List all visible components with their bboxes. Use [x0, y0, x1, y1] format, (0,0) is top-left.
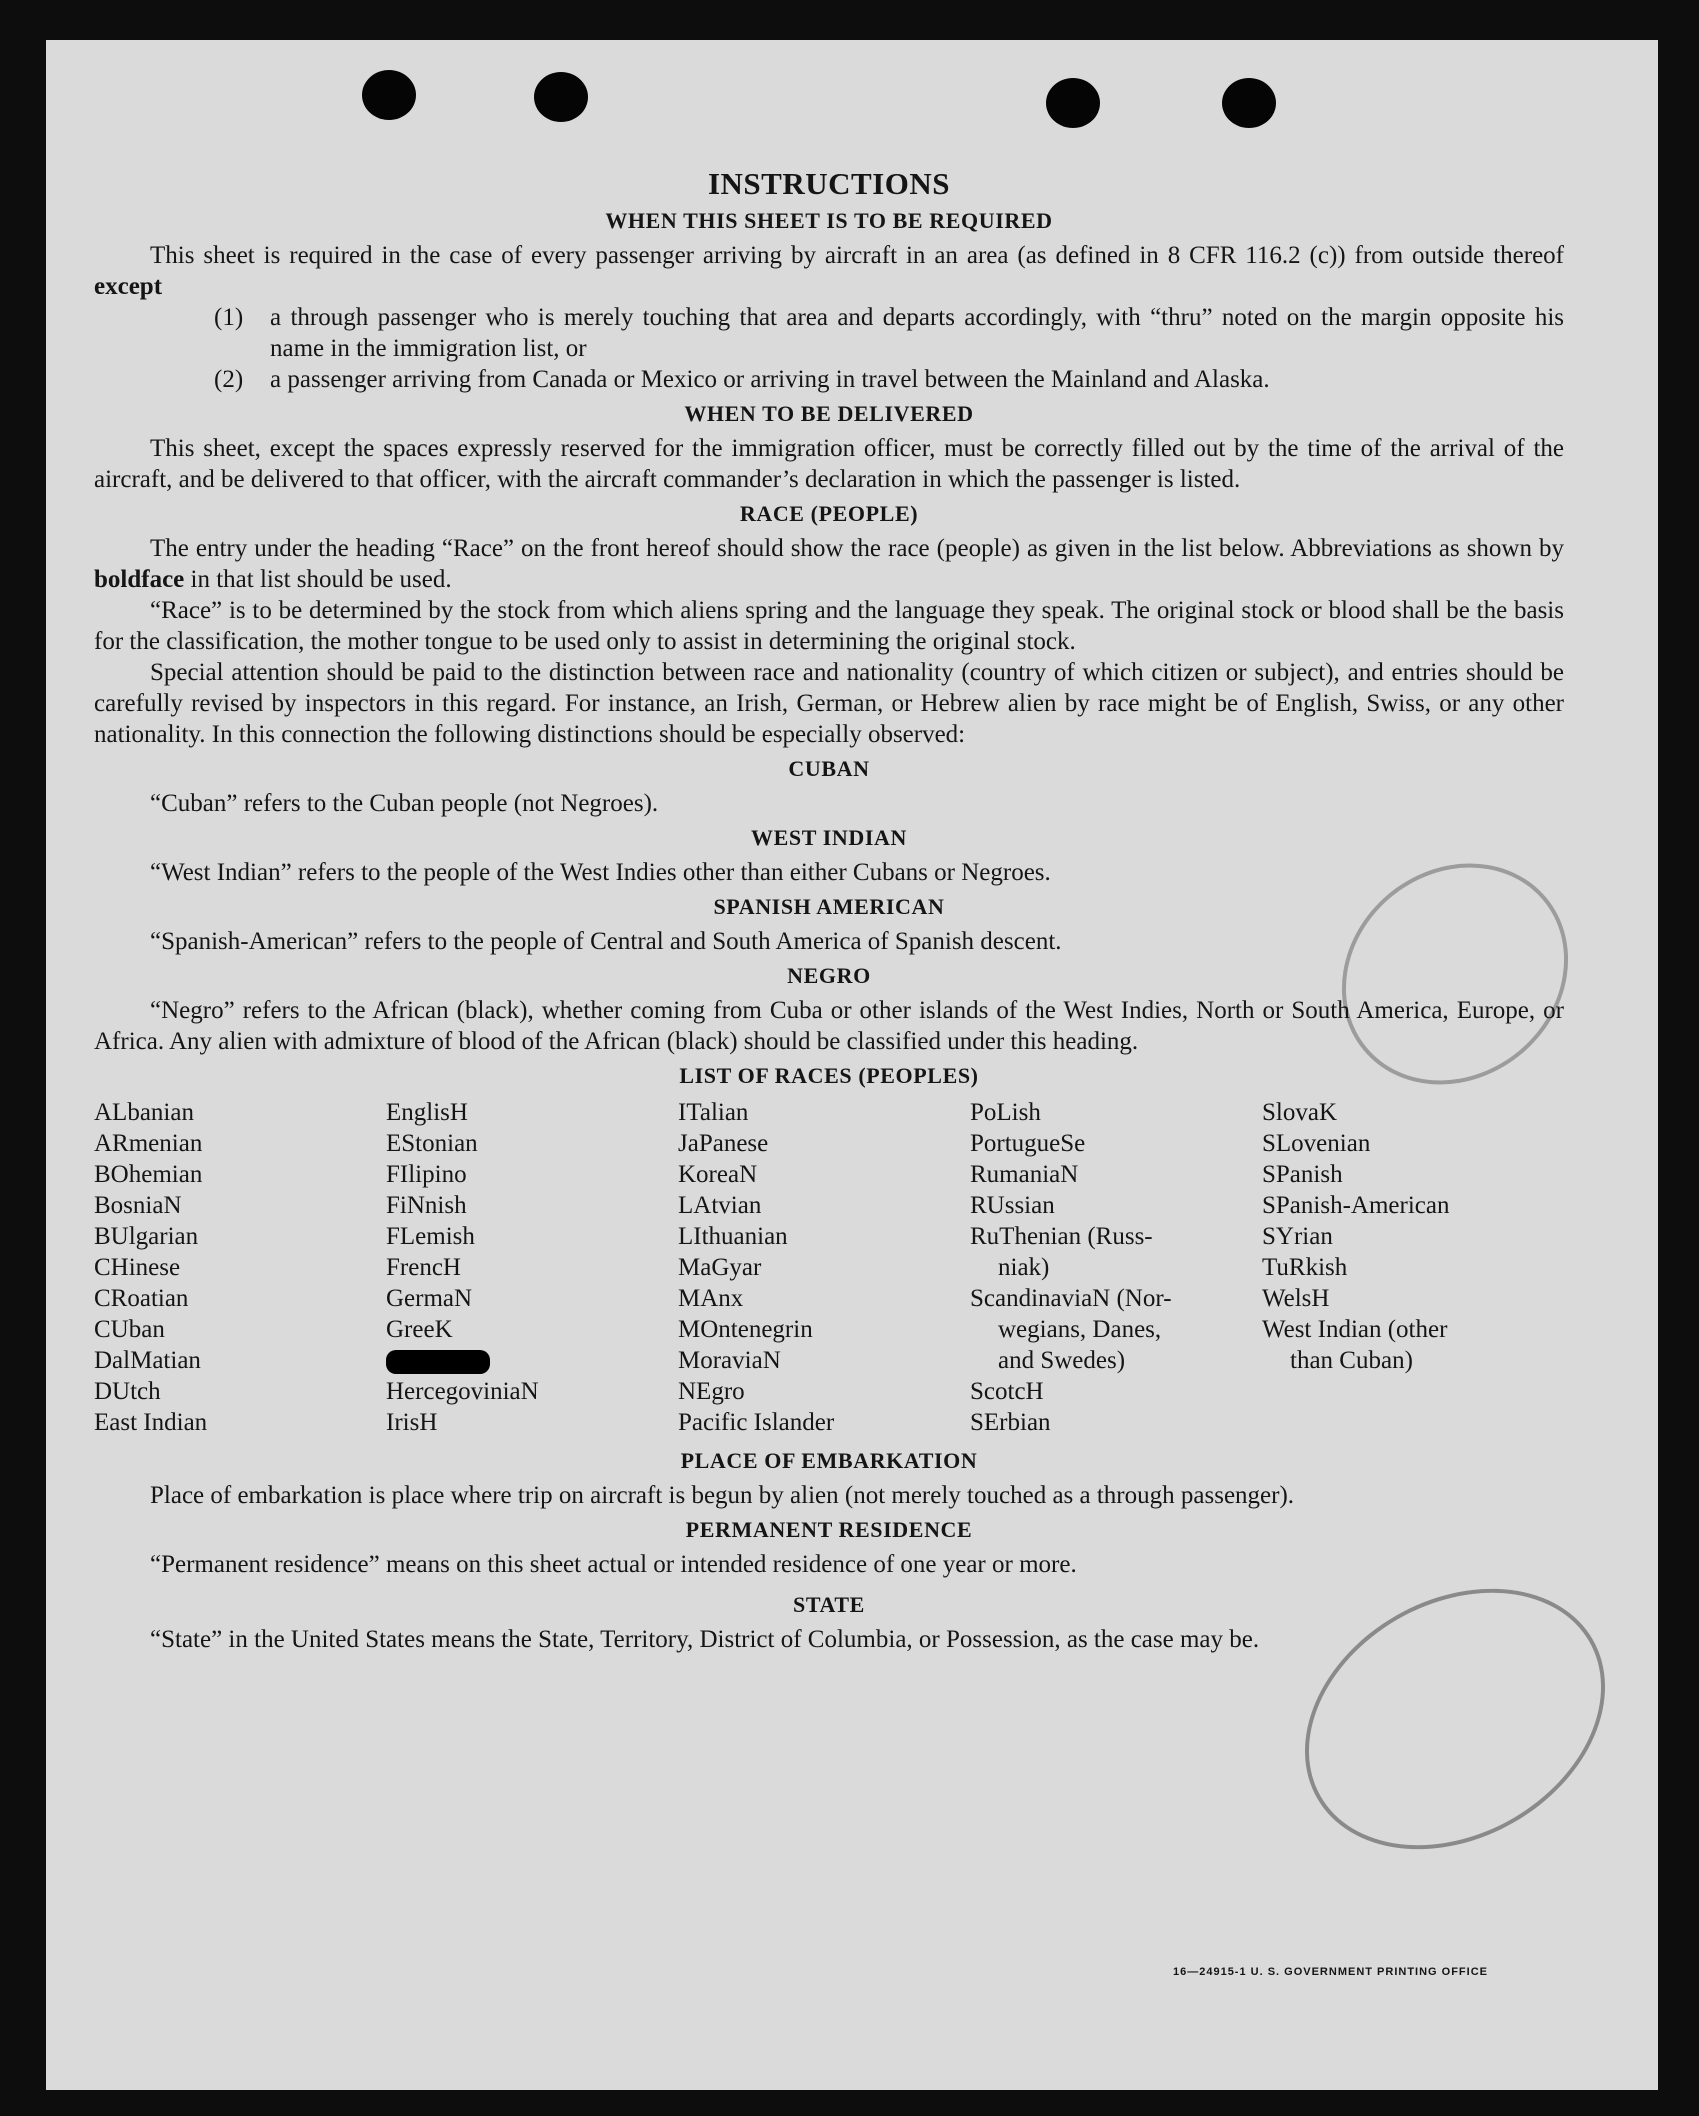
race-entry: ScandinaviaN (Nor-: [970, 1285, 1172, 1312]
race-entry: SPanish-American: [1262, 1192, 1450, 1219]
races-list: [94, 1097, 1564, 1438]
race-entry: SlovaK: [1262, 1099, 1337, 1126]
race-entry: MoraviaN: [678, 1347, 781, 1374]
heading-when-delivered: WHEN TO BE DELIVERED: [684, 401, 974, 426]
race-entry: BosniaN: [94, 1192, 182, 1219]
race-entry: KoreaN: [678, 1161, 758, 1188]
page-title: INSTRUCTIONS: [707, 166, 950, 201]
race-entry: DalMatian: [94, 1347, 201, 1374]
race-entry: NEgro: [678, 1378, 745, 1405]
redaction-mark: [386, 1350, 490, 1374]
race-entry: GreeK: [386, 1316, 453, 1343]
race-entry: ITalian: [678, 1099, 749, 1126]
race-entry: WelsH: [1262, 1285, 1330, 1312]
heading-west-indian: WEST INDIAN: [751, 825, 907, 850]
race-entry: SLovenian: [1262, 1130, 1371, 1157]
race-entry: RUssian: [970, 1192, 1055, 1219]
punch-hole: [534, 72, 588, 122]
heading-state: STATE: [793, 1592, 865, 1617]
race-entry: EStonian: [386, 1130, 478, 1157]
race-entry: ARmenian: [94, 1130, 203, 1157]
race-entry: Pacific Islander: [678, 1409, 835, 1436]
race-paragraph-3: Special attention should be paid to the distinction between race and nationality (country of which citizen or subject), and entries should be carefully revised by inspectors in this regard. For instance, an Irish, German, or Hebrew alien by race might be of English, Swiss, or any other nationality. In this connection the following distinctions should be especially observed:: [94, 659, 1564, 748]
heading-list-of-races: LIST OF RACES (PEOPLES): [679, 1063, 979, 1088]
spanish-american-text: “Spanish-American” refers to the people of Central and South America of Spanish descent.: [150, 928, 1062, 955]
race-entry: FLemish: [386, 1223, 475, 1250]
heading-permanent-residence: PERMANENT RESIDENCE: [685, 1517, 973, 1542]
race-entry: FiNnish: [386, 1192, 467, 1219]
race-entry: SYrian: [1262, 1223, 1333, 1250]
race-entry: RumaniaN: [970, 1161, 1079, 1188]
race-entry: CRoatian: [94, 1285, 189, 1312]
punch-hole: [362, 70, 416, 120]
when-required-intro: This sheet is required in the case of every passenger arriving by aircraft in an area (as defined in 8 CFR 116.2 (c)) from outside thereof except: [94, 242, 1564, 300]
race-entry: DUtch: [94, 1378, 161, 1405]
race-entry: BUlgarian: [94, 1223, 199, 1250]
printer-imprint: 16—24915-1 U. S. GOVERNMENT PRINTING OFFICE: [1172, 1966, 1488, 1978]
race-entry: and Swedes): [998, 1347, 1126, 1374]
race-entry: ALbanian: [94, 1099, 194, 1126]
race-entry: than Cuban): [1290, 1347, 1413, 1374]
race-entry: JaPanese: [678, 1130, 769, 1157]
residence-text: “Permanent residence” means on this sheet actual or intended residence of one year or more.: [150, 1551, 1077, 1578]
races-column: [1262, 1097, 1564, 1438]
races-column: [94, 1097, 386, 1438]
race-entry: TuRkish: [1262, 1254, 1348, 1281]
race-entry: [386, 1345, 678, 1376]
document-sheet: [46, 40, 1658, 2090]
heading-spanish-american: SPANISH AMERICAN: [713, 894, 945, 919]
race-entry: MaGyar: [678, 1254, 762, 1281]
race-entry: CHinese: [94, 1254, 181, 1281]
race-paragraph-2: “Race” is to be determined by the stock from which aliens spring and the language they speak. The original stock or blood shall be the basis for the classification, the mother tongue to be used only to assist in determining the original stock.: [94, 597, 1564, 655]
state-text: “State” in the United States means the State, Territory, District of Columbia, or Possession, as the case may be.: [150, 1626, 1260, 1653]
race-entry: BOhemian: [94, 1161, 203, 1188]
negro-text: “Negro” refers to the African (black), whether coming from Cuba or other islands of the West Indies, North or South America, Europe, or Africa. Any alien with admixture of blood of the African (black) should be classified under this heading.: [94, 997, 1564, 1055]
races-column: [970, 1097, 1262, 1438]
instructions-body: [94, 166, 1564, 1655]
heading-race: RACE (PEOPLE): [739, 501, 919, 526]
race-entry: LIthuanian: [678, 1223, 788, 1250]
exception-item: (2) a passenger arriving from Canada or Mexico or arriving in travel between the Mainland and Alaska.: [214, 366, 1270, 393]
race-entry: PortugueSe: [970, 1130, 1086, 1157]
heading-embarkation: PLACE OF EMBARKATION: [680, 1448, 978, 1473]
race-entry: West Indian (other: [1262, 1316, 1448, 1343]
punch-hole: [1046, 78, 1100, 128]
race-entry: niak): [998, 1254, 1050, 1281]
races-column: [386, 1097, 678, 1438]
race-entry: IrisH: [386, 1409, 438, 1436]
race-entry: HercegoviniaN: [386, 1378, 539, 1405]
race-entry: MOntenegrin: [678, 1316, 813, 1343]
west-indian-text: “West Indian” refers to the people of the West Indies other than either Cubans or Negroes.: [150, 859, 1051, 886]
race-entry: GermaN: [386, 1285, 473, 1312]
race-entry: SPanish: [1262, 1161, 1343, 1188]
heading-cuban: CUBAN: [788, 756, 870, 781]
race-entry: wegians, Danes,: [998, 1316, 1162, 1343]
race-entry: SErbian: [970, 1409, 1051, 1436]
embarkation-text: Place of embarkation is place where trip on aircraft is begun by alien (not merely touched as a through passenger).: [150, 1482, 1295, 1509]
race-entry: CUban: [94, 1316, 165, 1343]
race-entry: PoLish: [970, 1099, 1041, 1126]
when-delivered-text: This sheet, except the spaces expressly reserved for the immigration officer, must be correctly filled out by the time of the arrival of the aircraft, and be delivered to that officer, with the aircraft commander’s declaration in which the passenger is listed.: [94, 435, 1564, 493]
race-paragraph-1: The entry under the heading “Race” on the front hereof should show the race (people) as given in the list below. Abbreviations as shown by boldface in that list should be used.: [94, 535, 1564, 593]
exception-item: (1) a through passenger who is merely touching that area and departs accordingly, with “thru” noted on the margin opposite his name in the immigration list, or: [214, 304, 1564, 362]
race-entry: ScotcH: [970, 1378, 1044, 1405]
race-entry: LAtvian: [678, 1192, 762, 1219]
race-entry: RuThenian (Russ-: [970, 1223, 1153, 1250]
punch-hole: [1222, 78, 1276, 128]
races-column: [678, 1097, 970, 1438]
race-entry: MAnx: [678, 1285, 744, 1312]
race-entry: FIlipino: [386, 1161, 467, 1188]
race-entry: East Indian: [94, 1409, 208, 1436]
heading-negro: NEGRO: [787, 963, 871, 988]
cuban-text: “Cuban” refers to the Cuban people (not Negroes).: [150, 790, 659, 817]
heading-when-required: WHEN THIS SHEET IS TO BE REQUIRED: [605, 208, 1053, 233]
race-entry: EnglisH: [386, 1099, 468, 1126]
race-entry: FrencH: [386, 1254, 461, 1281]
